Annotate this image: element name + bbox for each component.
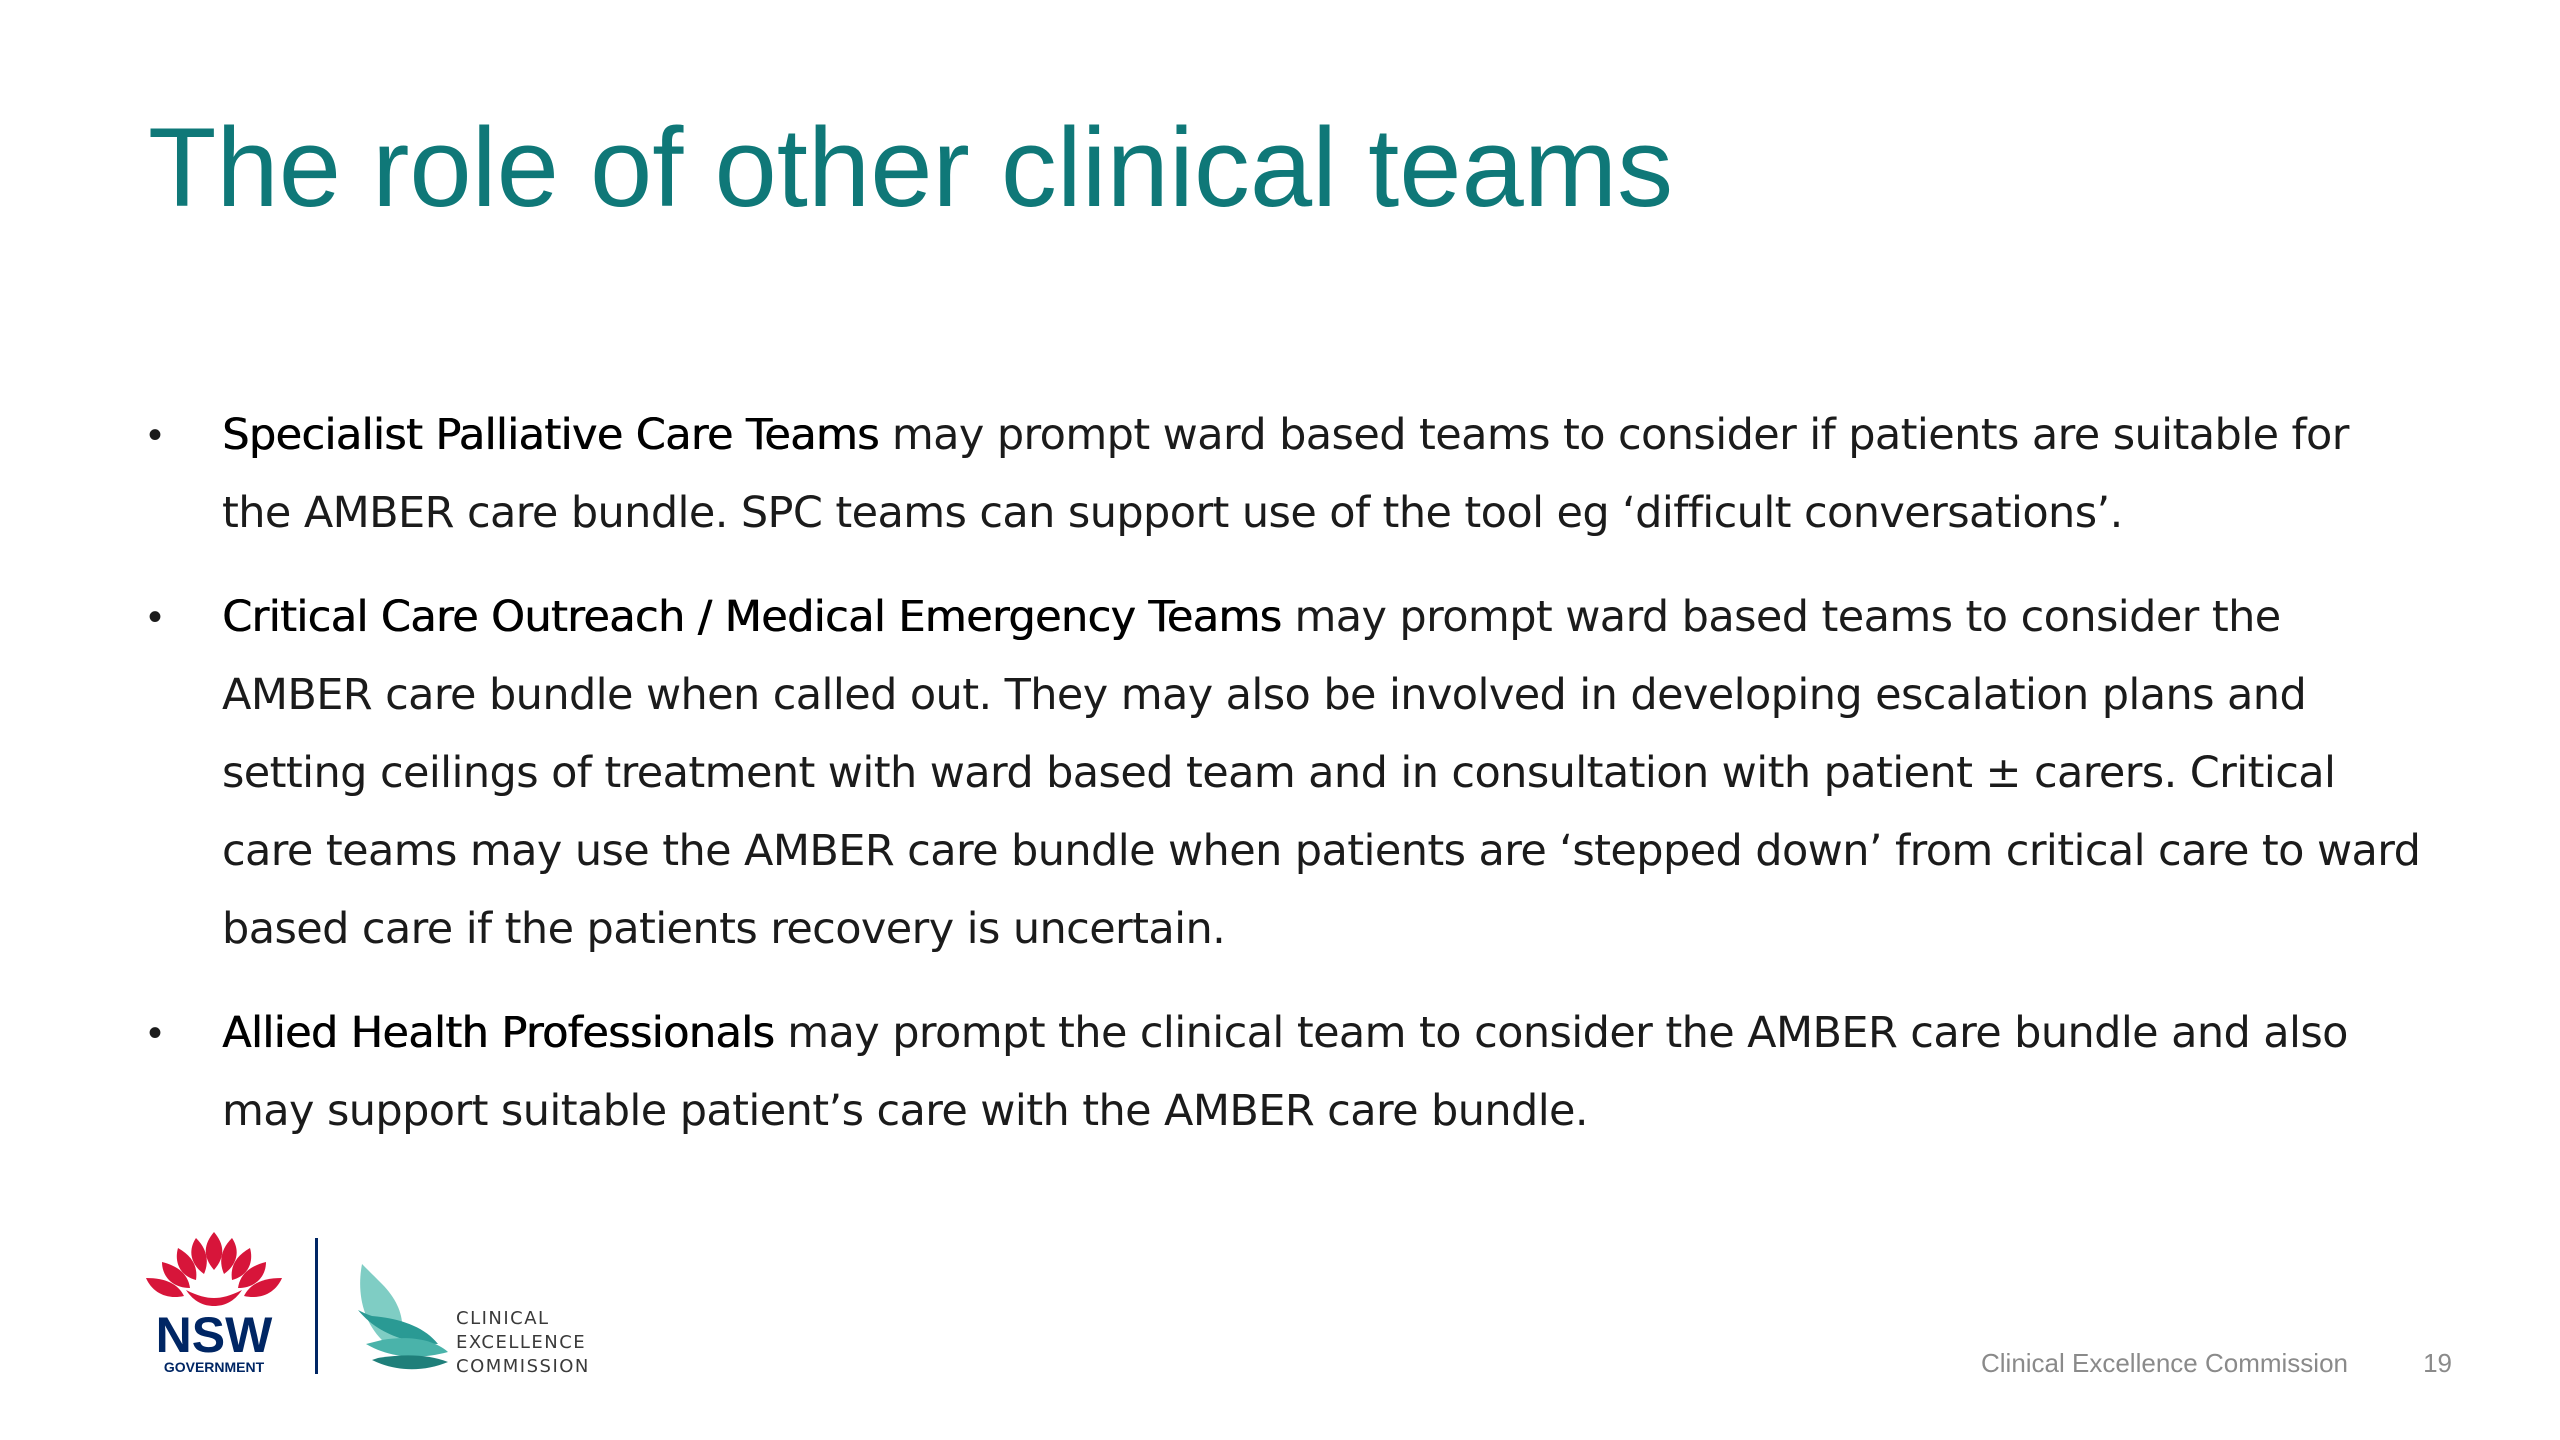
bullet-item xyxy=(148,396,2428,552)
nsw-waratah-icon xyxy=(146,1232,282,1306)
nsw-logo-text: NSW xyxy=(155,1307,273,1363)
cec-logo-line-2: EXCELLENCE xyxy=(456,1332,587,1353)
logo-divider xyxy=(315,1238,318,1374)
nsw-logo-subtext: GOVERNMENT xyxy=(163,1359,265,1375)
bullet-dot: • xyxy=(148,413,163,457)
bullet-heading: Allied Health Professionals xyxy=(222,1008,775,1058)
bullet-item xyxy=(148,578,2428,968)
bullet-heading: Critical Care Outreach / Medical Emergency Teams xyxy=(222,592,1282,642)
footer-organisation: Clinical Excellence Commission xyxy=(1980,1348,2348,1378)
cec-leaf-icon xyxy=(358,1264,448,1369)
bullet-body: may prompt ward based teams to consider the AMBER care bundle when called out. They may also be involved in developing escalation plans and setting ceilings of treatment with ward based team and in consultation with patient ± carers. Critical care teams may use the AMBER care bundle when patients are ‘stepped down’ from critical care to ward based care if the patients recovery is uncertain. xyxy=(222,592,2421,954)
page-number: 19 xyxy=(2423,1348,2452,1378)
bullet-item xyxy=(148,994,2428,1150)
bullet-dot: • xyxy=(148,595,163,639)
bullet-dot: • xyxy=(148,1011,163,1055)
bullet-text xyxy=(222,994,2428,1150)
slide-title: The role of other clinical teams xyxy=(148,105,1674,230)
bullet-list xyxy=(148,396,2428,1176)
footer-logos xyxy=(142,1226,612,1386)
cec-logo-line-3: COMMISSION xyxy=(456,1356,590,1377)
cec-logo-line-1: CLINICAL xyxy=(456,1308,550,1329)
bullet-body: may prompt the clinical team to consider the AMBER care bundle and also may support suitable patient’s care with the AMBER care bundle. xyxy=(222,1008,2348,1136)
bullet-text xyxy=(222,396,2428,552)
bullet-body: may prompt ward based teams to consider if patients are suitable for the AMBER care bundle. SPC teams can support use of the tool eg ‘difficult conversations’. xyxy=(222,410,2349,538)
bullet-heading: Specialist Palliative Care Teams xyxy=(222,410,879,460)
bullet-text xyxy=(222,578,2428,968)
